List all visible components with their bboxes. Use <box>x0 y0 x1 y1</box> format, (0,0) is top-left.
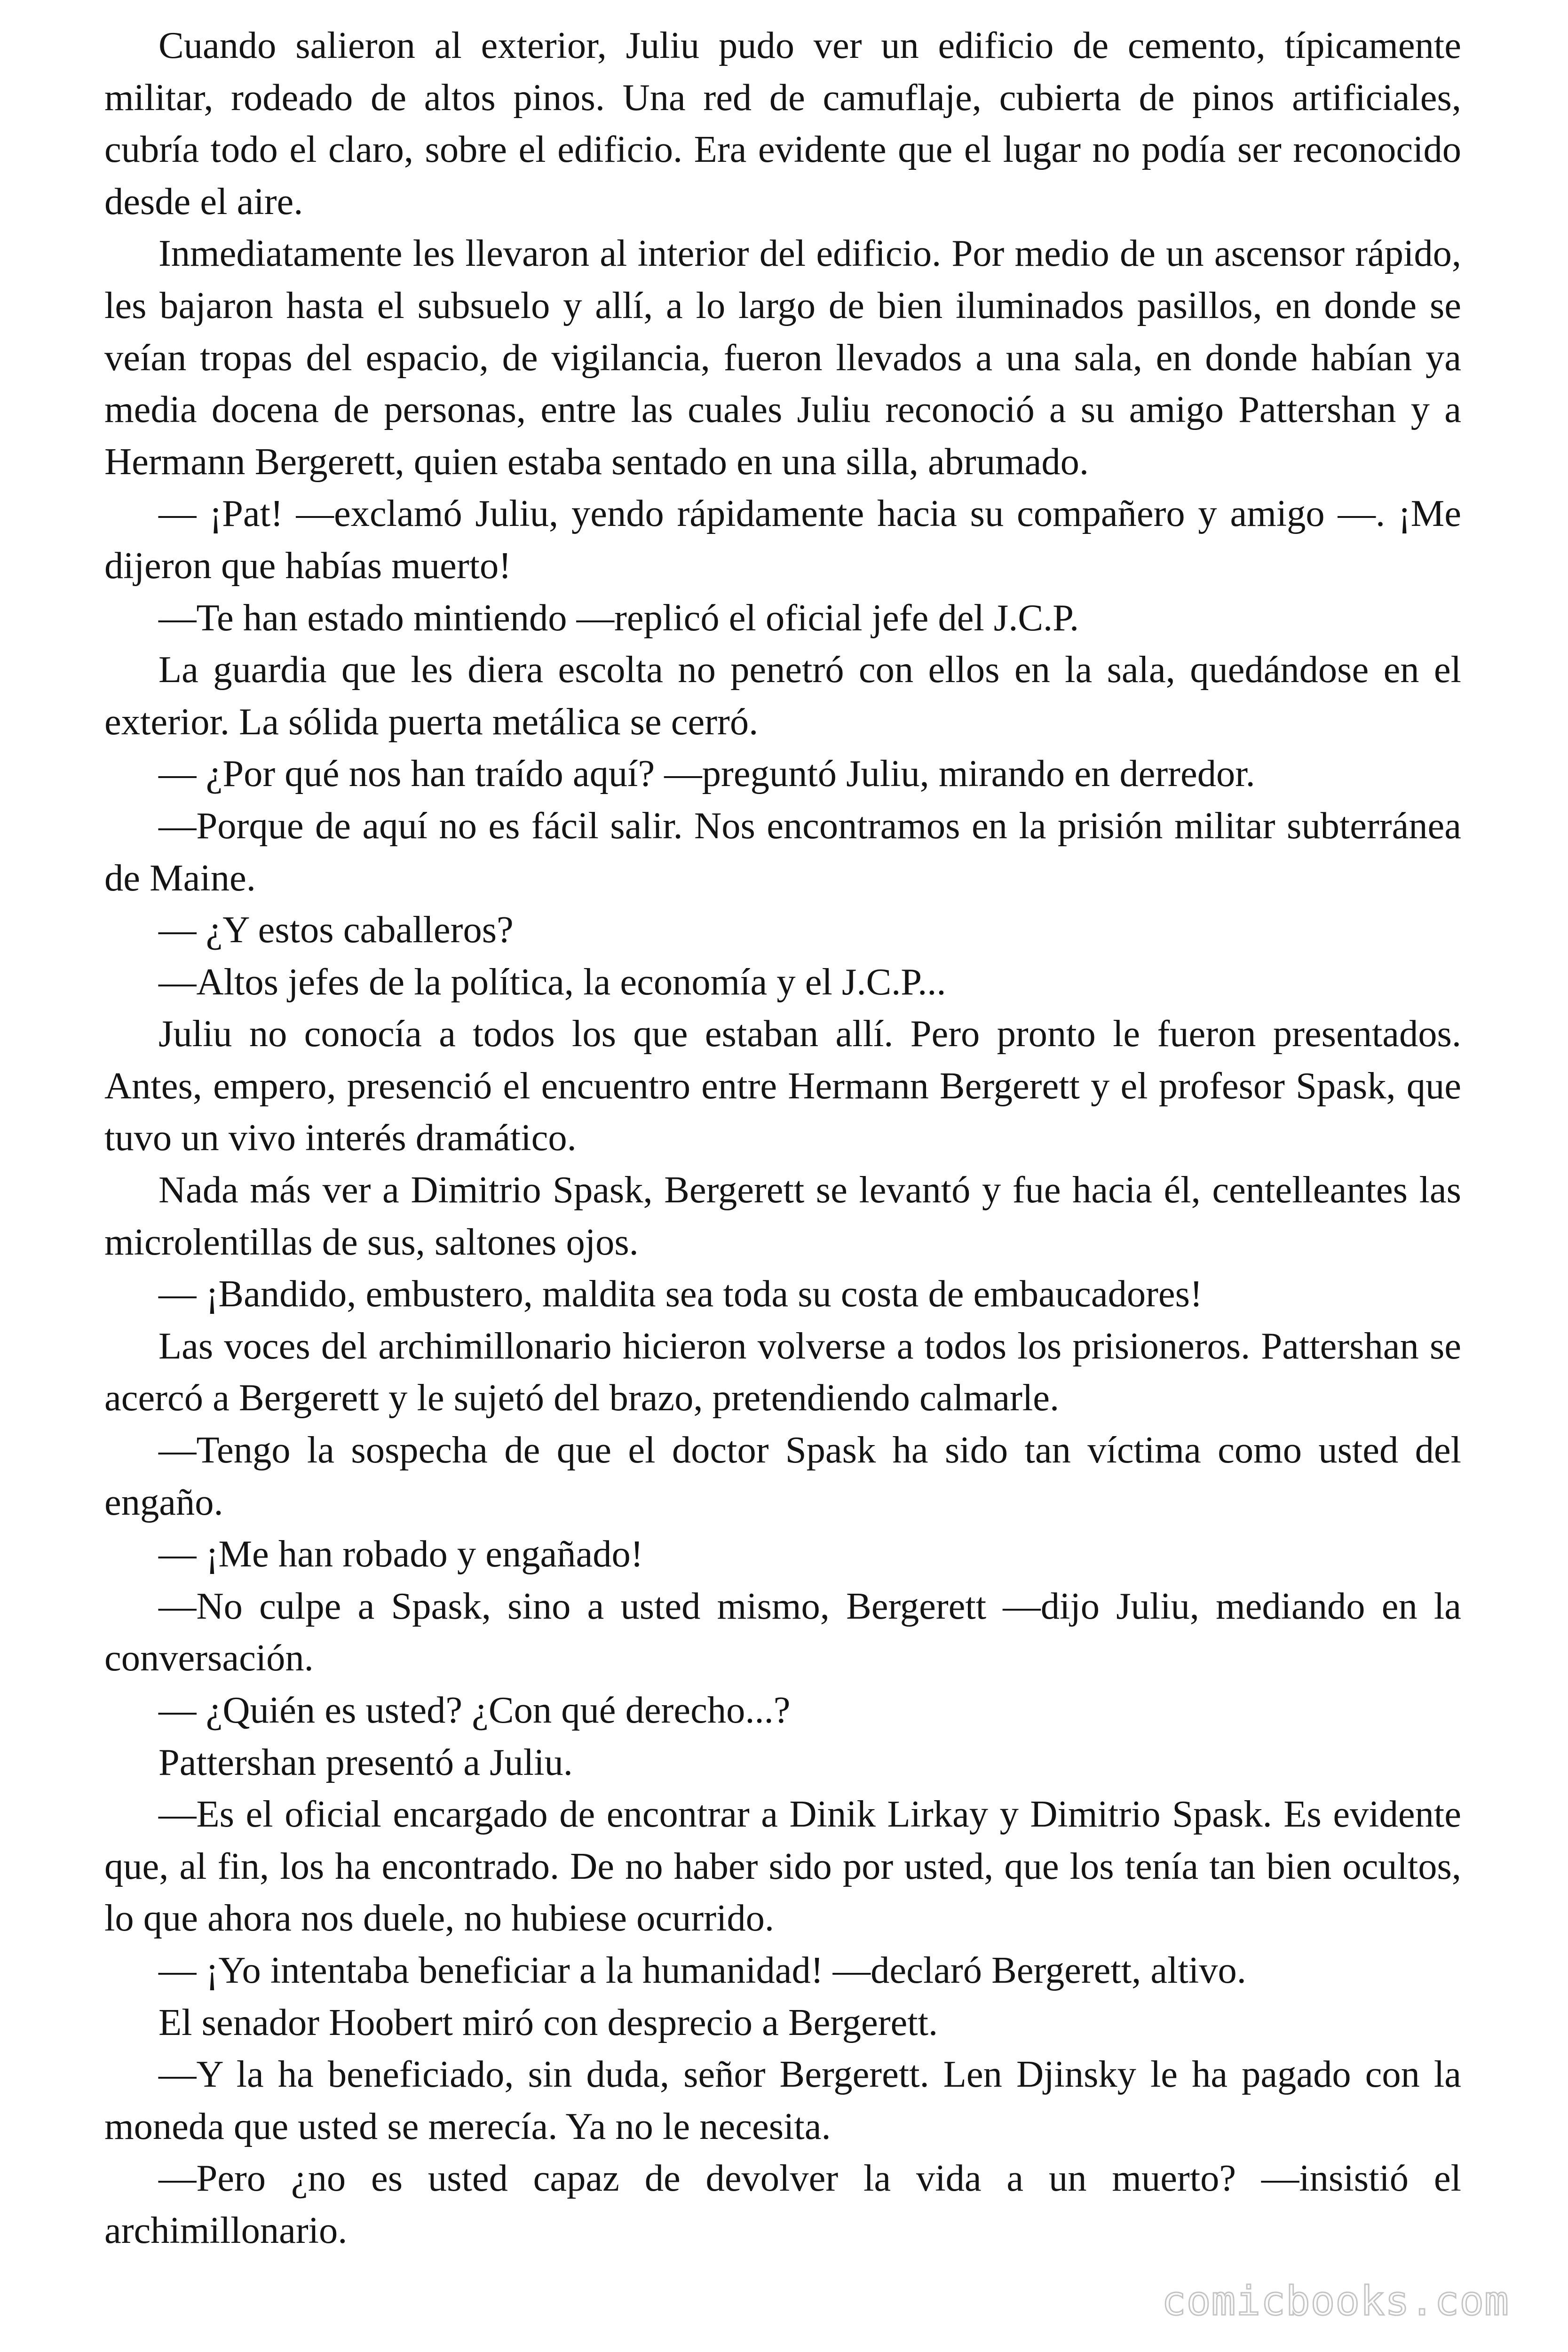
dialogue-paragraph: — ¿Y estos caballeros? <box>158 909 514 951</box>
dialogue-paragraph: —Pero ¿no es usted capaz de devolver la vida a un muerto? —insistió el archimillonario. <box>104 2157 1461 2251</box>
paragraph: Nada más ver a Dimitrio Spask, Bergerett se levantó y fue hacia él, centelleantes las microlentillas de sus, saltones ojos. <box>104 1169 1461 1263</box>
watermark-logo: comicbooks.com <box>1162 2278 1509 2325</box>
dialogue-paragraph: — ¡Bandido, embustero, maldita sea toda su costa de embaucadores! <box>158 1273 1203 1315</box>
dialogue-paragraph: — ¿Por qué nos han traído aquí? —preguntó Juliu, mirando en derredor. <box>158 753 1255 795</box>
dialogue-paragraph: —Y la ha beneficiado, sin duda, señor Bergerett. Len Djinsky le ha pagado con la moneda que usted se merecía. Ya no le necesita. <box>104 2053 1461 2147</box>
dialogue-paragraph: —Porque de aquí no es fácil salir. Nos encontramos en la prisión militar subterránea de Maine. <box>104 804 1461 899</box>
dialogue-paragraph: — ¡Me han robado y engañado! <box>158 1533 643 1575</box>
dialogue-paragraph: — ¡Pat! —exclamó Juliu, yendo rápidamente hacia su compañero y amigo —. ¡Me dijeron que habías muerto! <box>104 493 1461 587</box>
dialogue-paragraph: —No culpe a Spask, sino a usted mismo, Bergerett —dijo Juliu, mediando en la conversación. <box>104 1585 1461 1679</box>
paragraph: Juliu no conocía a todos los que estaban allí. Pero pronto le fueron presentados. Antes, empero, presenció el encuentro entre Hermann Bergerett y el profesor Spask, que tuvo un vivo interés dramático. <box>104 1013 1461 1159</box>
paragraph: La guardia que les diera escolta no penetró con ellos en la sala, quedándose en el exterior. La sólida puerta metálica se cerró. <box>104 649 1461 743</box>
paragraph: Inmediatamente les llevaron al interior del edificio. Por medio de un ascensor rápido, les bajaron hasta el subsuelo y allí, a lo largo de bien iluminados pasillos, en donde se veían tropas del espacio, de vigilancia, fueron llevados a una sala, en donde habían ya media docena de personas, entre las cuales Juliu reconoció a su amigo Pattershan y a Hermann Bergerett, quien estaba sentado en una silla, abrumado. <box>104 232 1461 483</box>
dialogue-paragraph: —Es el oficial encargado de encontrar a Dinik Lirkay y Dimitrio Spask. Es evidente que, al fin, los ha encontrado. De no haber sido por usted, que los tenía tan bien ocultos, lo que ahora nos duele, no hubiese ocurrido. <box>104 1793 1461 1939</box>
paragraph: El senador Hoobert miró con desprecio a Bergerett. <box>158 2001 938 2043</box>
paragraph: Cuando salieron al exterior, Juliu pudo ver un edificio de cemento, típicamente militar, rodeado de altos pinos. Una red de camuflaje, cubierta de pinos artificiales, cubría todo el claro, sobre el edificio. Era evidente que el lugar no podía ser reconocido desde el aire. <box>104 24 1461 222</box>
body-text <box>104 20 1461 2257</box>
dialogue-paragraph: —Tengo la sospecha de que el doctor Spask ha sido tan víctima como usted del engaño. <box>104 1429 1461 1523</box>
dialogue-paragraph: — ¡Yo intentaba beneficiar a la humanidad! —declaró Bergerett, altivo. <box>158 1949 1246 1991</box>
dialogue-paragraph: —Te han estado mintiendo —replicó el oficial jefe del J.C.P. <box>158 596 1079 639</box>
paragraph: Pattershan presentó a Juliu. <box>158 1741 573 1783</box>
dialogue-paragraph: — ¿Quién es usted? ¿Con qué derecho...? <box>158 1689 791 1731</box>
dialogue-paragraph: —Altos jefes de la política, la economía y el J.C.P... <box>158 961 946 1003</box>
paragraph: Las voces del archimillonario hicieron volverse a todos los prisioneros. Pattershan se acercó a Bergerett y le sujetó del brazo, pretendiendo calmarle. <box>104 1325 1461 1419</box>
